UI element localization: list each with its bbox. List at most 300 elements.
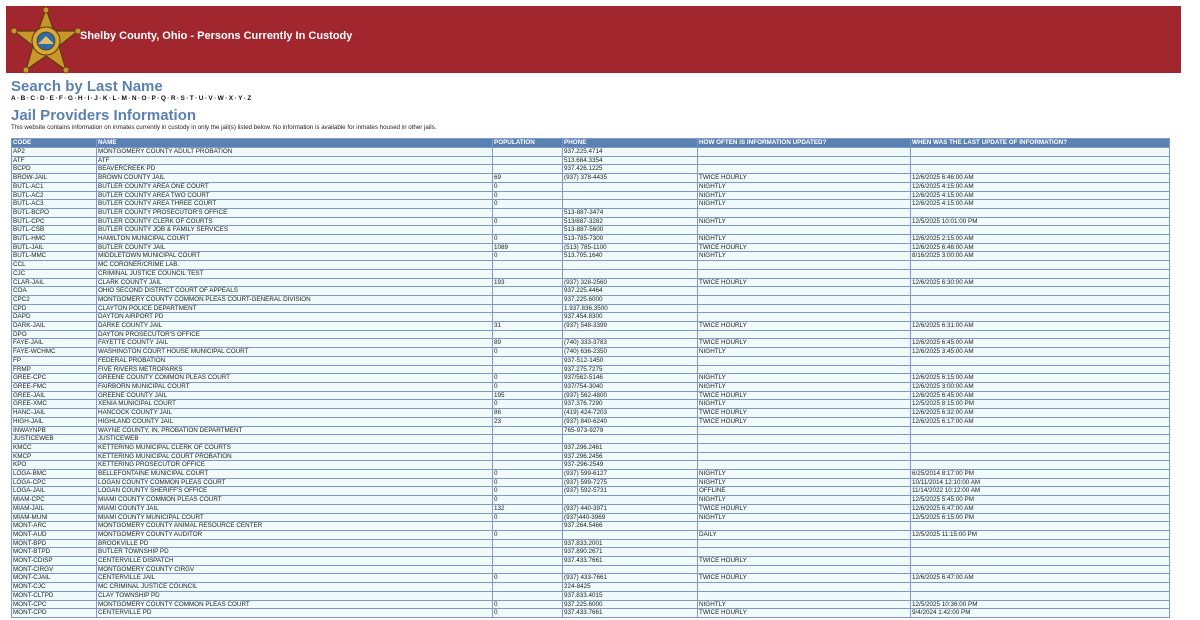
cell-update-frequency: NIGHTLY bbox=[698, 217, 911, 226]
cell-population bbox=[493, 313, 563, 322]
cell-last-update: 12/5/2025 5:45:00 PM bbox=[911, 496, 1170, 505]
cell-phone: 937.890.2671 bbox=[563, 548, 698, 557]
letter-link-g[interactable]: G bbox=[67, 95, 73, 102]
letter-link-o[interactable]: O bbox=[141, 95, 147, 102]
table-row bbox=[12, 539, 1170, 548]
cell-population bbox=[493, 583, 563, 592]
cell-code: KMCP bbox=[12, 452, 97, 461]
cell-update-frequency: NIGHTLY bbox=[698, 182, 911, 191]
letter-separator: · bbox=[204, 95, 207, 102]
cell-name: KETTERING MUNICIPAL COURT PROBATION bbox=[97, 452, 493, 461]
cell-population: 0 bbox=[493, 487, 563, 496]
letter-link-u[interactable]: U bbox=[198, 95, 204, 102]
disclaimer-text: This website contains information on inmates currently in custody in only the jail(s) listed below. No information is available for inmates housed in other jails. bbox=[11, 124, 437, 131]
cell-last-update: 12/6/2025 6:15:00 AM bbox=[911, 374, 1170, 383]
cell-code: DARK-JAIL bbox=[12, 322, 97, 331]
cell-last-update: 12/6/2025 3:00:00 AM bbox=[911, 382, 1170, 391]
cell-population: 195 bbox=[493, 391, 563, 400]
cell-last-update bbox=[911, 165, 1170, 174]
cell-code: MONT-CDISP bbox=[12, 557, 97, 566]
cell-phone bbox=[563, 269, 698, 278]
cell-name: KETTERING MUNICIPAL CLERK OF COURTS bbox=[97, 443, 493, 452]
cell-name: KETTERING PROSECUTOR OFFICE bbox=[97, 461, 493, 470]
table-row bbox=[12, 374, 1170, 383]
cell-last-update bbox=[911, 443, 1170, 452]
cell-last-update: 12/6/2025 6:30:00 AM bbox=[911, 278, 1170, 287]
cell-update-frequency: NIGHTLY bbox=[698, 348, 911, 357]
letter-link-j[interactable]: J bbox=[94, 95, 98, 102]
cell-phone: (937) 599-6127 bbox=[563, 470, 698, 479]
cell-name: HANCOCK COUNTY JAIL bbox=[97, 409, 493, 418]
table-row bbox=[12, 470, 1170, 479]
column-header-last-update: WHEN WAS THE LAST UPDATE OF INFORMATION? bbox=[911, 139, 1170, 148]
letter-separator: · bbox=[64, 95, 67, 102]
cell-update-frequency: NIGHTLY bbox=[698, 496, 911, 505]
cell-update-frequency bbox=[698, 452, 911, 461]
cell-last-update bbox=[911, 522, 1170, 531]
cell-code: BUTL-CPC bbox=[12, 217, 97, 226]
cell-population: 0 bbox=[493, 182, 563, 191]
cell-code: FRMP bbox=[12, 365, 97, 374]
letter-link-v[interactable]: V bbox=[208, 95, 213, 102]
table-row bbox=[12, 208, 1170, 217]
cell-code: CCL bbox=[12, 261, 97, 270]
cell-population: 0 bbox=[493, 217, 563, 226]
cell-name: FAIRBORN MUNICIPAL COURT bbox=[97, 382, 493, 391]
letter-separator: · bbox=[26, 95, 29, 102]
cell-update-frequency bbox=[698, 156, 911, 165]
cell-phone bbox=[563, 530, 698, 539]
cell-update-frequency: NIGHTLY bbox=[698, 600, 911, 609]
letter-separator: · bbox=[243, 95, 246, 102]
letter-link-c[interactable]: C bbox=[30, 95, 36, 102]
cell-update-frequency bbox=[698, 261, 911, 270]
cell-name: BUTLER COUNTY AREA ONE COURT bbox=[97, 182, 493, 191]
letter-link-b[interactable]: B bbox=[20, 95, 26, 102]
cell-update-frequency: TWICE HOURLY bbox=[698, 174, 911, 183]
table-row bbox=[12, 530, 1170, 539]
cell-population: 86 bbox=[493, 409, 563, 418]
table-row bbox=[12, 339, 1170, 348]
cell-code: BROW-JAIL bbox=[12, 174, 97, 183]
cell-code: BUTL-AC3 bbox=[12, 200, 97, 209]
table-row bbox=[12, 182, 1170, 191]
cell-code: BUTL-BCPO bbox=[12, 208, 97, 217]
table-row bbox=[12, 400, 1170, 409]
letter-separator: · bbox=[137, 95, 141, 102]
providers-heading: Jail Providers Information bbox=[11, 107, 197, 124]
cell-population bbox=[493, 591, 563, 600]
cell-last-update: 12/6/2025 2:15:00 AM bbox=[911, 235, 1170, 244]
cell-code: MONT-CIRGV bbox=[12, 565, 97, 574]
cell-population: 0 bbox=[493, 252, 563, 261]
cell-phone: 937.275.7275 bbox=[563, 365, 698, 374]
cell-population: 69 bbox=[493, 174, 563, 183]
cell-name: DAYTON PROSECUTOR'S OFFICE bbox=[97, 330, 493, 339]
cell-last-update bbox=[911, 461, 1170, 470]
cell-phone: (740) 333-3783 bbox=[563, 339, 698, 348]
cell-update-frequency: TWICE HOURLY bbox=[698, 417, 911, 426]
cell-last-update: 9/4/2024 1:42:00 PM bbox=[911, 609, 1170, 618]
cell-population: 0 bbox=[493, 609, 563, 618]
cell-last-update bbox=[911, 295, 1170, 304]
cell-last-update: 12/6/2025 6:47:00 AM bbox=[911, 574, 1170, 583]
cell-code: FP bbox=[12, 356, 97, 365]
cell-phone: (937) 328-2560 bbox=[563, 278, 698, 287]
cell-update-frequency: NIGHTLY bbox=[698, 478, 911, 487]
cell-name: MONTGOMERY COUNTY AUDITOR bbox=[97, 530, 493, 539]
cell-last-update bbox=[911, 557, 1170, 566]
letter-separator: · bbox=[83, 95, 87, 102]
cell-last-update: 12/6/2025 6:47:00 AM bbox=[911, 504, 1170, 513]
letter-link-e[interactable]: E bbox=[49, 95, 54, 102]
cell-population: 0 bbox=[493, 382, 563, 391]
cell-phone: 1.937.836.3500 bbox=[563, 304, 698, 313]
cell-last-update: 12/5/2025 10:01:00 PM bbox=[911, 217, 1170, 226]
cell-code: MIAM-MUNI bbox=[12, 513, 97, 522]
cell-last-update: 12/6/2025 6:46:00 AM bbox=[911, 243, 1170, 252]
cell-population: 0 bbox=[493, 348, 563, 357]
cell-population bbox=[493, 365, 563, 374]
cell-update-frequency bbox=[698, 148, 911, 157]
cell-update-frequency: TWICE HOURLY bbox=[698, 504, 911, 513]
cell-code: KPO bbox=[12, 461, 97, 470]
cell-phone: (937) 440-3971 bbox=[563, 504, 698, 513]
letter-link-n[interactable]: N bbox=[131, 95, 137, 102]
letter-link-m[interactable]: M bbox=[121, 95, 127, 102]
header-banner bbox=[6, 6, 1181, 73]
cell-update-frequency: OFFLINE bbox=[698, 487, 911, 496]
table-row bbox=[12, 417, 1170, 426]
cell-code: BCPD bbox=[12, 165, 97, 174]
cell-name: DARKE COUNTY JAIL bbox=[97, 322, 493, 331]
cell-phone: 937/754-3040 bbox=[563, 382, 698, 391]
cell-name: BUTLER COUNTY JAIL bbox=[97, 243, 493, 252]
cell-last-update: 12/6/2025 6:32:00 AM bbox=[911, 409, 1170, 418]
cell-last-update bbox=[911, 261, 1170, 270]
cell-last-update bbox=[911, 591, 1170, 600]
cell-population: 1089 bbox=[493, 243, 563, 252]
letter-separator: · bbox=[36, 95, 39, 102]
cell-name: XENIA MUNICIPAL COURT bbox=[97, 400, 493, 409]
cell-name: JUSTICEWEB bbox=[97, 435, 493, 444]
cell-name: BUTLER COUNTY JOB & FAMILY SERVICES bbox=[97, 226, 493, 235]
letter-separator: · bbox=[195, 95, 198, 102]
cell-last-update bbox=[911, 304, 1170, 313]
table-row bbox=[12, 148, 1170, 157]
table-row bbox=[12, 226, 1170, 235]
table-row bbox=[12, 443, 1170, 452]
cell-last-update: 12/5/2025 6:15:00 PM bbox=[911, 513, 1170, 522]
cell-phone: 513/887-3282 bbox=[563, 217, 698, 226]
letter-link-x[interactable]: X bbox=[228, 95, 234, 102]
cell-name: LOGAN COUNTY COMMON PLEAS COURT bbox=[97, 478, 493, 487]
cell-last-update bbox=[911, 539, 1170, 548]
cell-name: MONTGOMERY COUNTY ADULT PROBATION bbox=[97, 148, 493, 157]
table-row bbox=[12, 348, 1170, 357]
cell-population: 0 bbox=[493, 600, 563, 609]
cell-code: GREE-CPC bbox=[12, 374, 97, 383]
cell-name: MONTGOMERY COUNTY COMMON PLEAS COURT-GENERAL DIVISION bbox=[97, 295, 493, 304]
cell-name: CRIMINAL JUSTICE COUNCIL TEST bbox=[97, 269, 493, 278]
column-header-name: NAME bbox=[97, 139, 493, 148]
table-row bbox=[12, 609, 1170, 618]
cell-phone bbox=[563, 200, 698, 209]
cell-population bbox=[493, 557, 563, 566]
cell-last-update bbox=[911, 313, 1170, 322]
cell-phone: (740) 636-2350 bbox=[563, 348, 698, 357]
cell-phone: 937/562-5146 bbox=[563, 374, 698, 383]
cell-population: 0 bbox=[493, 513, 563, 522]
cell-name: MONTGOMERY COUNTY COMMON PLEAS COURT bbox=[97, 600, 493, 609]
letter-link-r[interactable]: R bbox=[170, 95, 176, 102]
table-row bbox=[12, 356, 1170, 365]
table-row bbox=[12, 261, 1170, 270]
cell-name: DAYTON AIRPORT PD bbox=[97, 313, 493, 322]
cell-population bbox=[493, 226, 563, 235]
cell-population bbox=[493, 156, 563, 165]
letter-link-d[interactable]: D bbox=[39, 95, 45, 102]
cell-population bbox=[493, 208, 563, 217]
table-row bbox=[12, 591, 1170, 600]
cell-update-frequency bbox=[698, 426, 911, 435]
cell-name: MONTGOMERY COUNTY CIRGV bbox=[97, 565, 493, 574]
cell-phone: 765-973-9279 bbox=[563, 426, 698, 435]
cell-code: LOGA-BMC bbox=[12, 470, 97, 479]
sheriff-star-badge-icon bbox=[10, 6, 82, 76]
providers-table bbox=[11, 138, 1170, 618]
cell-phone: 937.225.6000 bbox=[563, 295, 698, 304]
cell-phone: (937) 562-4800 bbox=[563, 391, 698, 400]
cell-population: 0 bbox=[493, 374, 563, 383]
letter-link-k[interactable]: K bbox=[102, 95, 108, 102]
cell-population bbox=[493, 443, 563, 452]
cell-update-frequency bbox=[698, 583, 911, 592]
cell-name: FAYETTE COUNTY JAIL bbox=[97, 339, 493, 348]
cell-population bbox=[493, 461, 563, 470]
cell-update-frequency: NIGHTLY bbox=[698, 382, 911, 391]
column-header-population: POPULATION bbox=[493, 139, 563, 148]
table-row bbox=[12, 548, 1170, 557]
cell-phone: 937-296-2549 bbox=[563, 461, 698, 470]
cell-population bbox=[493, 295, 563, 304]
cell-population bbox=[493, 426, 563, 435]
cell-name: HIGHLAND COUNTY JAIL bbox=[97, 417, 493, 426]
table-row bbox=[12, 322, 1170, 331]
cell-population: 0 bbox=[493, 530, 563, 539]
cell-code: GREE-FMC bbox=[12, 382, 97, 391]
letter-separator: · bbox=[157, 95, 160, 102]
cell-name: CLARK COUNTY JAIL bbox=[97, 278, 493, 287]
cell-last-update bbox=[911, 208, 1170, 217]
cell-phone: 937.454.8300 bbox=[563, 313, 698, 322]
cell-code: MONT-CJC bbox=[12, 583, 97, 592]
table-row bbox=[12, 165, 1170, 174]
cell-name: CLAY TOWNSHIP PD bbox=[97, 591, 493, 600]
cell-last-update: 12/5/2025 10:36:00 PM bbox=[911, 600, 1170, 609]
letter-link-f[interactable]: F bbox=[58, 95, 63, 102]
cell-name: MIAMI COUNTY COMMON PLEAS COURT bbox=[97, 496, 493, 505]
cell-name: GREENE COUNTY JAIL bbox=[97, 391, 493, 400]
table-row bbox=[12, 522, 1170, 531]
cell-last-update: 12/6/2025 4:15:00 AM bbox=[911, 200, 1170, 209]
cell-phone: 937-512-1450 bbox=[563, 356, 698, 365]
letter-separator: · bbox=[176, 95, 180, 102]
cell-last-update bbox=[911, 148, 1170, 157]
table-row bbox=[12, 461, 1170, 470]
cell-phone bbox=[563, 191, 698, 200]
cell-code: BUTL-HMC bbox=[12, 235, 97, 244]
cell-population bbox=[493, 522, 563, 531]
cell-update-frequency: NIGHTLY bbox=[698, 374, 911, 383]
letter-separator: · bbox=[225, 95, 228, 102]
letter-link-z[interactable]: Z bbox=[247, 95, 252, 102]
letter-link-s[interactable]: S bbox=[180, 95, 185, 102]
table-row bbox=[12, 435, 1170, 444]
cell-update-frequency: NIGHTLY bbox=[698, 191, 911, 200]
cell-phone: 513-887-3474 bbox=[563, 208, 698, 217]
cell-phone: (937) 433-7661 bbox=[563, 574, 698, 583]
cell-phone: 937.433.7661 bbox=[563, 609, 698, 618]
cell-update-frequency bbox=[698, 226, 911, 235]
cell-update-frequency bbox=[698, 461, 911, 470]
cell-update-frequency bbox=[698, 269, 911, 278]
cell-update-frequency: TWICE HOURLY bbox=[698, 557, 911, 566]
cell-name: BELLEFONTAINE MUNICIPAL COURT bbox=[97, 470, 493, 479]
cell-name: BROWN COUNTY JAIL bbox=[97, 174, 493, 183]
cell-phone bbox=[563, 496, 698, 505]
table-row bbox=[12, 382, 1170, 391]
cell-last-update bbox=[911, 156, 1170, 165]
cell-phone: 513.705.1640 bbox=[563, 252, 698, 261]
table-row bbox=[12, 313, 1170, 322]
cell-update-frequency: TWICE HOURLY bbox=[698, 409, 911, 418]
letter-link-y[interactable]: Y bbox=[238, 95, 243, 102]
letter-link-p[interactable]: P bbox=[151, 95, 156, 102]
table-row bbox=[12, 278, 1170, 287]
table-header-row bbox=[12, 139, 1170, 148]
cell-population: 0 bbox=[493, 200, 563, 209]
letter-separator: · bbox=[46, 95, 49, 102]
cell-name: MC CORONER/CRIME LAB. bbox=[97, 261, 493, 270]
cell-code: BUTL-MMC bbox=[12, 252, 97, 261]
cell-code: MONT-CPD bbox=[12, 609, 97, 618]
cell-update-frequency bbox=[698, 565, 911, 574]
table-row bbox=[12, 174, 1170, 183]
cell-update-frequency: NIGHTLY bbox=[698, 513, 911, 522]
letter-separator: · bbox=[214, 95, 217, 102]
cell-phone: 513.684.3354 bbox=[563, 156, 698, 165]
table-row bbox=[12, 287, 1170, 296]
cell-code: GREE-JAIL bbox=[12, 391, 97, 400]
cell-name: BEAVERCREEK PD bbox=[97, 165, 493, 174]
cell-update-frequency bbox=[698, 443, 911, 452]
cell-name: FEDERAL PROBATION bbox=[97, 356, 493, 365]
cell-last-update: 12/6/2025 6:45:00 AM bbox=[911, 339, 1170, 348]
cell-last-update bbox=[911, 365, 1170, 374]
cell-last-update bbox=[911, 330, 1170, 339]
letter-link-q[interactable]: Q bbox=[160, 95, 166, 102]
cell-phone: 937.426.1225 bbox=[563, 165, 698, 174]
cell-update-frequency: NIGHTLY bbox=[698, 200, 911, 209]
cell-last-update: 12/6/2025 3:45:00 AM bbox=[911, 348, 1170, 357]
letter-link-a[interactable]: A bbox=[11, 95, 16, 102]
cell-name: BROOKVILLE PD bbox=[97, 539, 493, 548]
cell-name: BUTLER COUNTY AREA TWO COURT bbox=[97, 191, 493, 200]
letter-link-l[interactable]: L bbox=[112, 95, 117, 102]
cell-name: OHIO SECOND DISTRICT COURT OF APPEALS bbox=[97, 287, 493, 296]
cell-code: MIAM-JAIL bbox=[12, 504, 97, 513]
cell-code: HIGH-JAIL bbox=[12, 417, 97, 426]
page-title: Shelby County, Ohio - Persons Currently In Custody bbox=[80, 30, 353, 42]
cell-phone: 937.296.2456 bbox=[563, 452, 698, 461]
cell-population bbox=[493, 165, 563, 174]
cell-name: CLAYTON POLICE DEPARTMENT bbox=[97, 304, 493, 313]
cell-name: BUTLER COUNTY AREA THREE COURT bbox=[97, 200, 493, 209]
cell-population: 0 bbox=[493, 400, 563, 409]
cell-last-update: 12/5/2025 8:15:00 PM bbox=[911, 400, 1170, 409]
cell-update-frequency: NIGHTLY bbox=[698, 400, 911, 409]
letter-separator: · bbox=[117, 95, 121, 102]
table-row bbox=[12, 304, 1170, 313]
cell-code: DAPD bbox=[12, 313, 97, 322]
letter-link-i[interactable]: I bbox=[87, 95, 90, 102]
cell-last-update: 8/16/2025 3:00:00 AM bbox=[911, 252, 1170, 261]
cell-code: LOGA-CPC bbox=[12, 478, 97, 487]
table-row bbox=[12, 365, 1170, 374]
cell-last-update: 12/5/2025 11:15:00 PM bbox=[911, 530, 1170, 539]
table-row bbox=[12, 557, 1170, 566]
cell-phone: (937) 592-5731 bbox=[563, 487, 698, 496]
cell-phone: 937.264.5466 bbox=[563, 522, 698, 531]
cell-update-frequency bbox=[698, 548, 911, 557]
cell-name: FIVE RIVERS METROPARKS bbox=[97, 365, 493, 374]
letter-separator: · bbox=[99, 95, 102, 102]
column-header-phone: PHONE bbox=[563, 139, 698, 148]
cell-population: 0 bbox=[493, 478, 563, 487]
letter-link-w[interactable]: W bbox=[217, 95, 224, 102]
cell-population bbox=[493, 356, 563, 365]
letter-link-t[interactable]: T bbox=[189, 95, 194, 102]
cell-update-frequency bbox=[698, 522, 911, 531]
cell-update-frequency: NIGHTLY bbox=[698, 235, 911, 244]
cell-code: JUSTICEWEB bbox=[12, 435, 97, 444]
cell-population bbox=[493, 148, 563, 157]
cell-code: FAYE-WCHMC bbox=[12, 348, 97, 357]
cell-code: LOGA-JAIL bbox=[12, 487, 97, 496]
cell-update-frequency bbox=[698, 591, 911, 600]
cell-update-frequency: TWICE HOURLY bbox=[698, 391, 911, 400]
cell-code: MIAM-CPC bbox=[12, 496, 97, 505]
cell-phone: 937.225.6000 bbox=[563, 600, 698, 609]
cell-update-frequency: NIGHTLY bbox=[698, 252, 911, 261]
letter-separator: · bbox=[186, 95, 189, 102]
table-row bbox=[12, 200, 1170, 209]
letter-separator: · bbox=[55, 95, 58, 102]
cell-phone: 513-887-5600 bbox=[563, 226, 698, 235]
cell-name: WAYNE COUNTY, IN, PROBATION DEPARTMENT bbox=[97, 426, 493, 435]
cell-update-frequency bbox=[698, 356, 911, 365]
cell-population bbox=[493, 269, 563, 278]
cell-code: HANC-JAIL bbox=[12, 409, 97, 418]
letter-link-h[interactable]: H bbox=[77, 95, 83, 102]
cell-population: 0 bbox=[493, 574, 563, 583]
cell-name: ATF bbox=[97, 156, 493, 165]
cell-name: MIAMI COUNTY JAIL bbox=[97, 504, 493, 513]
cell-update-frequency bbox=[698, 304, 911, 313]
cell-update-frequency bbox=[698, 208, 911, 217]
cell-code: MONT-BTPD bbox=[12, 548, 97, 557]
